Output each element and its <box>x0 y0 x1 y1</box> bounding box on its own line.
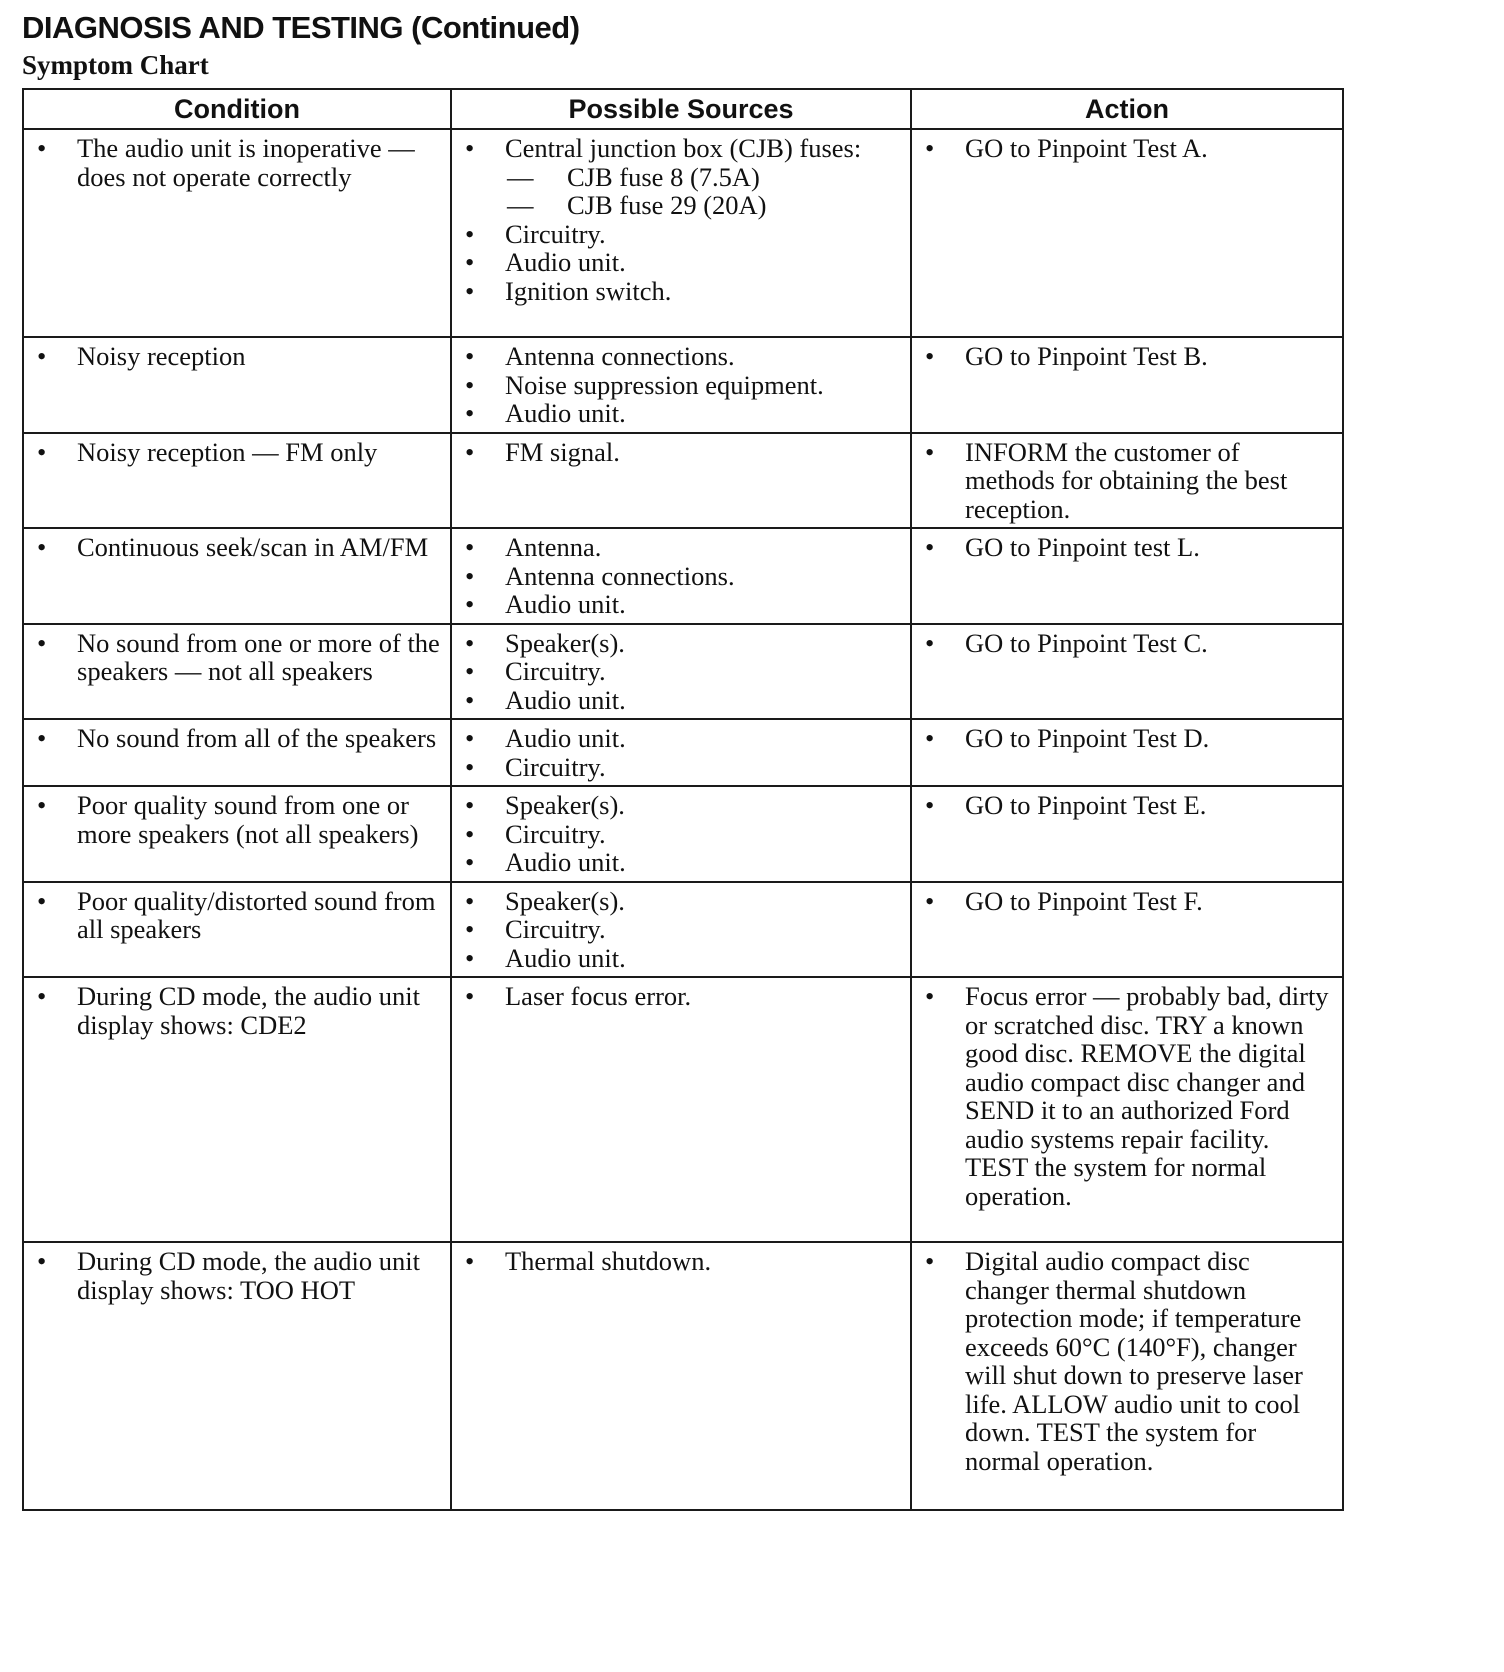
source-text: Speaker(s). <box>505 790 625 820</box>
condition-cell <box>23 433 451 529</box>
action-text: GO to Pinpoint test L. <box>965 532 1200 562</box>
condition-text: During CD mode, the audio unit display shows: TOO HOT <box>77 1246 420 1305</box>
action-text: GO to Pinpoint Test C. <box>965 627 1208 658</box>
fuse-sub-item: — CJB fuse 8 (7.5A) <box>505 163 902 192</box>
action-text: Focus error — probably bad, dirty or scratched disc. TRY a known good disc. REMOVE the digital audio compact disc changer and SEND it to an authorized Ford audio systems repair facility. TEST the system for normal operation. <box>965 981 1329 1211</box>
action-cell <box>911 624 1343 720</box>
source-text: Antenna connections. <box>505 560 735 591</box>
action-item <box>922 134 1334 163</box>
source-text: Antenna connections. <box>505 341 735 371</box>
source-item <box>462 820 902 849</box>
source-item <box>462 887 902 916</box>
action-cell <box>911 1242 1343 1510</box>
source-text: Laser focus error. <box>505 981 692 1011</box>
page-subheading: Symptom Chart <box>22 50 209 80</box>
source-list <box>462 342 902 428</box>
possible-sources-cell <box>451 882 911 978</box>
action-cell <box>911 528 1343 624</box>
action-item <box>922 629 1334 658</box>
source-list <box>462 887 902 973</box>
action-list <box>922 1247 1334 1475</box>
action-cell <box>911 129 1343 337</box>
action-cell <box>911 882 1343 978</box>
condition-text: Poor quality/distorted sound from all speakers <box>77 885 436 944</box>
source-item <box>462 220 902 249</box>
action-list <box>922 791 1334 820</box>
action-text: Digital audio compact disc changer thermal shutdown protection mode; if temperature exceeds 60°C (140°F), changer will shut down to preserve laser life. ALLOW audio unit to cool down. TEST the system for normal operation. <box>965 1246 1303 1476</box>
condition-cell <box>23 624 451 720</box>
source-list <box>462 1247 902 1276</box>
condition-text: Continuous seek/scan in AM/FM <box>77 532 429 562</box>
condition-cell <box>23 528 451 624</box>
source-item <box>462 944 902 973</box>
possible-sources-cell <box>451 129 911 337</box>
table-body <box>23 129 1343 1510</box>
source-text: Circuitry. <box>505 656 606 686</box>
possible-sources-cell <box>451 528 911 624</box>
source-text: Central junction box (CJB) fuses: <box>505 133 862 163</box>
condition-item <box>34 791 442 848</box>
possible-sources-cell <box>451 337 911 433</box>
action-text: INFORM the customer of methods for obtaining the best reception. <box>965 436 1288 524</box>
source-list <box>462 629 902 715</box>
condition-list <box>34 887 442 944</box>
source-item <box>462 915 902 944</box>
action-text: GO to Pinpoint Test A. <box>965 133 1208 163</box>
condition-cell <box>23 129 451 337</box>
possible-sources-cell <box>451 977 911 1242</box>
source-text: Speaker(s). <box>505 627 625 658</box>
condition-text: No sound from all of the speakers <box>77 723 437 753</box>
source-item <box>462 629 902 658</box>
table-row <box>23 624 1343 720</box>
action-text: GO to Pinpoint Test E. <box>965 790 1207 820</box>
source-text: Ignition switch. <box>505 275 672 306</box>
source-text: Audio unit. <box>505 398 626 428</box>
condition-item <box>34 533 442 562</box>
source-item <box>462 753 902 782</box>
source-text: Speaker(s). <box>505 885 625 916</box>
table-header-row <box>23 89 1343 129</box>
source-text: Audio unit. <box>505 247 626 277</box>
condition-list <box>34 134 442 191</box>
action-item <box>922 887 1334 916</box>
condition-text: No sound from one or more of the speakers — not all speakers <box>77 627 440 686</box>
action-list <box>922 982 1334 1210</box>
action-text: GO to Pinpoint Test F. <box>965 885 1203 916</box>
table-row <box>23 719 1343 786</box>
source-text: Audio unit. <box>505 684 626 715</box>
source-item <box>462 371 902 400</box>
action-list <box>922 533 1334 562</box>
action-cell <box>911 977 1343 1242</box>
source-text: Thermal shutdown. <box>505 1246 712 1276</box>
source-item <box>462 590 902 619</box>
source-item <box>462 438 902 467</box>
fuse-sub-item: — CJB fuse 29 (20A) <box>505 191 902 220</box>
condition-text: Noisy reception — FM only <box>77 436 378 467</box>
table-row <box>23 129 1343 337</box>
condition-item <box>34 438 442 467</box>
source-text: Antenna. <box>505 532 602 562</box>
condition-text: During CD mode, the audio unit display shows: CDE2 <box>77 981 420 1040</box>
symptom-chart-table <box>22 88 1344 1511</box>
source-item <box>462 533 902 562</box>
condition-item <box>34 134 442 191</box>
condition-list <box>34 791 442 848</box>
source-item <box>462 1247 902 1276</box>
condition-item <box>34 887 442 944</box>
source-text: Audio unit. <box>505 847 626 877</box>
source-text: FM signal. <box>505 436 620 467</box>
condition-item <box>34 629 442 686</box>
page-heading: DIAGNOSIS AND TESTING (Continued) <box>22 10 580 45</box>
action-cell <box>911 719 1343 786</box>
action-list <box>922 887 1334 916</box>
source-item <box>462 562 902 591</box>
source-item <box>462 134 902 220</box>
possible-sources-cell <box>451 433 911 529</box>
source-list <box>462 791 902 877</box>
header-possible-sources: Possible Sources <box>451 89 911 129</box>
source-list <box>462 982 902 1011</box>
action-list <box>922 342 1334 371</box>
source-text: Noise suppression equipment. <box>505 369 824 400</box>
condition-cell <box>23 337 451 433</box>
condition-item <box>34 982 442 1039</box>
possible-sources-cell <box>451 624 911 720</box>
condition-cell <box>23 786 451 882</box>
table-row <box>23 528 1343 624</box>
fuse-sub-list <box>505 163 902 220</box>
action-text: GO to Pinpoint Test B. <box>965 341 1208 371</box>
action-cell <box>911 337 1343 433</box>
condition-list <box>34 629 442 686</box>
condition-item <box>34 342 442 371</box>
condition-item <box>34 1247 442 1304</box>
header-action: Action <box>911 89 1343 129</box>
action-cell <box>911 433 1343 529</box>
action-item <box>922 791 1334 820</box>
source-item <box>462 248 902 277</box>
condition-cell <box>23 882 451 978</box>
source-list <box>462 134 902 305</box>
possible-sources-cell <box>451 1242 911 1510</box>
action-item <box>922 438 1334 524</box>
condition-cell <box>23 1242 451 1510</box>
condition-list <box>34 342 442 371</box>
source-text: Audio unit. <box>505 589 626 619</box>
source-item <box>462 848 902 877</box>
action-item <box>922 342 1334 371</box>
condition-list <box>34 982 442 1039</box>
source-text: Circuitry. <box>505 914 606 944</box>
source-list <box>462 724 902 781</box>
action-item <box>922 1247 1334 1475</box>
action-text: GO to Pinpoint Test D. <box>965 723 1210 753</box>
source-list <box>462 438 902 467</box>
source-text: Circuitry. <box>505 751 606 782</box>
action-list <box>922 629 1334 658</box>
table-row <box>23 1242 1343 1510</box>
action-list <box>922 438 1334 524</box>
table-row <box>23 337 1343 433</box>
condition-cell <box>23 977 451 1242</box>
table-row <box>23 786 1343 882</box>
possible-sources-cell <box>451 786 911 882</box>
condition-list <box>34 724 442 753</box>
condition-list <box>34 533 442 562</box>
possible-sources-cell <box>451 719 911 786</box>
header-condition: Condition <box>23 89 451 129</box>
source-text: Circuitry. <box>505 218 606 249</box>
condition-text: The audio unit is inoperative — does not operate correctly <box>77 133 415 192</box>
condition-text: Poor quality sound from one or more speakers (not all speakers) <box>77 790 419 849</box>
source-text: Audio unit. <box>505 723 626 753</box>
action-item <box>922 533 1334 562</box>
condition-list <box>34 1247 442 1304</box>
condition-text: Noisy reception <box>77 341 246 371</box>
action-list <box>922 724 1334 753</box>
source-item <box>462 982 902 1011</box>
source-item <box>462 791 902 820</box>
table-row <box>23 433 1343 529</box>
source-item <box>462 724 902 753</box>
source-item <box>462 399 902 428</box>
source-item <box>462 342 902 371</box>
action-item <box>922 982 1334 1210</box>
source-text: Audio unit. <box>505 942 626 973</box>
action-list <box>922 134 1334 163</box>
action-item <box>922 724 1334 753</box>
condition-list <box>34 438 442 467</box>
condition-cell <box>23 719 451 786</box>
source-text: Circuitry. <box>505 818 606 849</box>
table-row <box>23 882 1343 978</box>
table-row <box>23 977 1343 1242</box>
condition-item <box>34 724 442 753</box>
action-cell <box>911 786 1343 882</box>
source-list <box>462 533 902 619</box>
source-item <box>462 686 902 715</box>
source-item <box>462 277 902 306</box>
source-item <box>462 657 902 686</box>
